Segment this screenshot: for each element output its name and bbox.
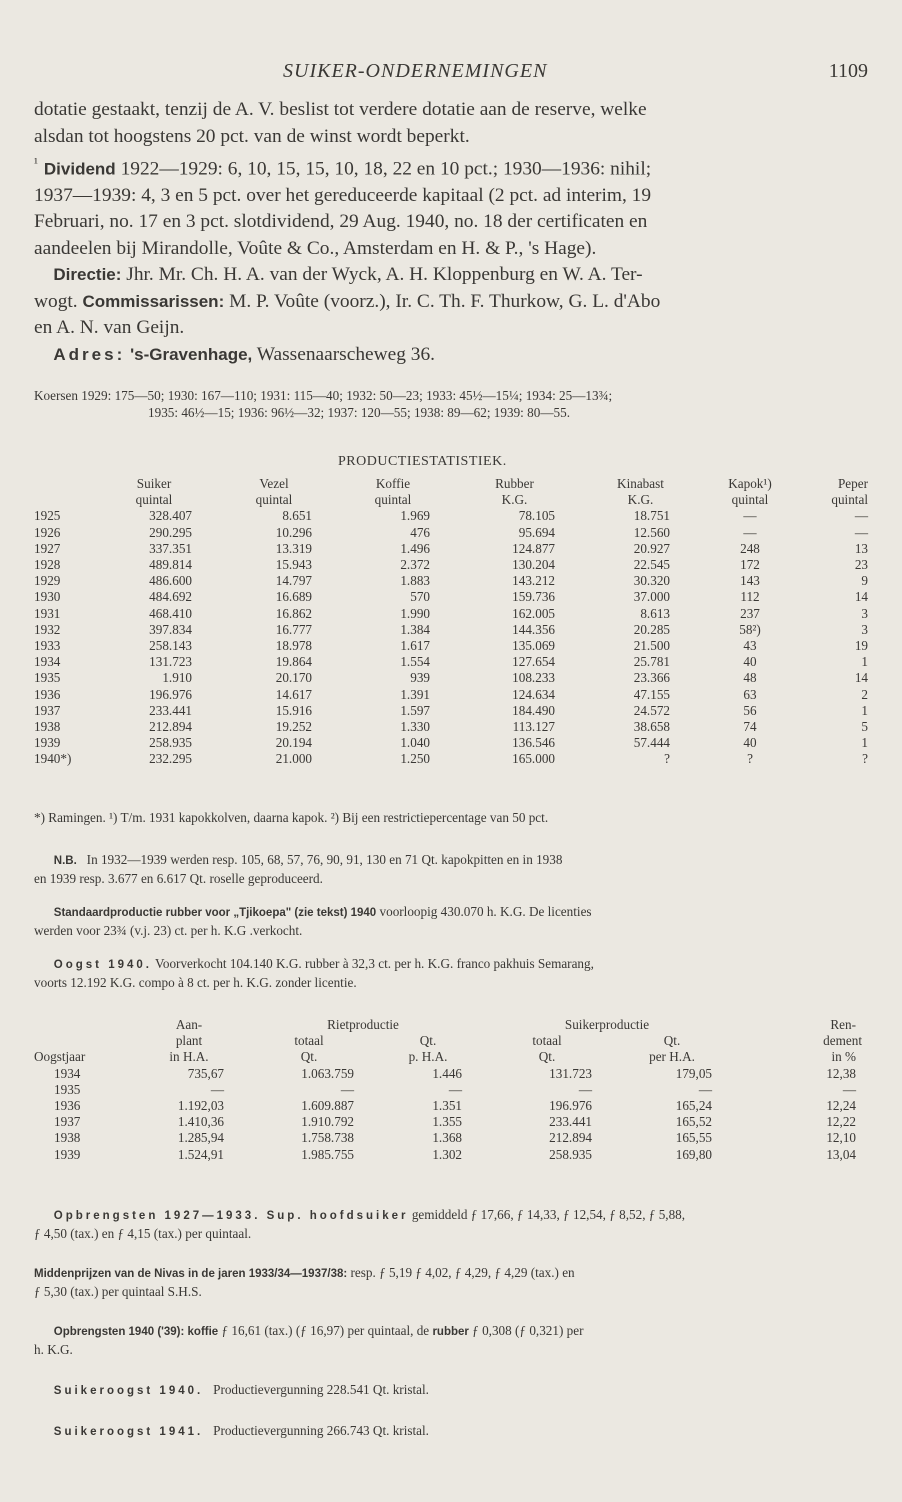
production-year: 1933: [34, 638, 61, 654]
production-cell: 1.330: [400, 719, 430, 735]
harvest-row: [34, 1147, 868, 1163]
production-col-unit: quintal: [255, 492, 293, 508]
production-cell: 21.000: [275, 751, 312, 767]
opbrengsten-1940-note: [34, 1322, 584, 1358]
production-year: 1939: [34, 735, 61, 751]
harvest-year: 1939: [54, 1146, 81, 1162]
harvest-head-totaal-1: totaal: [294, 1033, 324, 1049]
production-cell: 22.545: [633, 557, 670, 573]
harvest-cell: 233.441: [549, 1114, 592, 1130]
production-cell: 248: [740, 540, 760, 556]
production-cell: 1.597: [400, 702, 430, 718]
harvest-cell: 1.063.759: [301, 1065, 354, 1081]
harvest-head-qt-a: Qt.: [300, 1049, 318, 1065]
adres-label: Adres:: [53, 344, 126, 364]
production-row: [34, 670, 868, 686]
production-header-units: [34, 492, 868, 508]
harvest-head-oogstjaar: Oogstjaar: [34, 1049, 86, 1065]
harvest-row: [34, 1114, 868, 1130]
production-row: [34, 751, 868, 767]
production-cell: 233.441: [149, 702, 192, 718]
production-year: 1928: [34, 557, 61, 573]
production-cell: 63: [743, 686, 757, 702]
production-cell: 486.600: [149, 573, 192, 589]
production-row: [34, 622, 868, 638]
production-row: [34, 703, 868, 719]
harvest-cell: 1.302: [432, 1146, 462, 1162]
production-cell: 37.000: [633, 589, 670, 605]
production-year: 1938: [34, 719, 61, 735]
koersen-line-2: 1935: 46½—15; 1936: 96½—32; 1937: 120—55; 1938: 89—62; 1939: 80—55.: [148, 405, 571, 420]
production-col-unit: quintal: [831, 492, 868, 508]
production-cell: 30.320: [633, 573, 670, 589]
commissarissen-names: M. P. Voûte (voorz.), Ir. C. Th. F. Thurkow, G. L. d'Abo: [229, 290, 661, 312]
nb-note: [34, 851, 562, 887]
production-year: 1925: [34, 508, 61, 524]
production-row: [34, 525, 868, 541]
production-cell: 165.000: [512, 751, 555, 767]
production-row: [34, 589, 868, 605]
adres-street: Wassenaarscheweg 36.: [256, 343, 436, 365]
standaard-note: [34, 903, 592, 939]
harvest-head-per-ha: per H.A.: [649, 1049, 695, 1065]
harvest-head-qt-2: Qt.: [663, 1033, 681, 1049]
harvest-year: 1937: [54, 1114, 81, 1130]
production-col-name: Koffie: [375, 476, 411, 491]
harvest-cell: 165,24: [675, 1098, 712, 1114]
production-cell: 12.560: [633, 524, 670, 540]
harvest-head-suikerproductie: Suikerproductie: [564, 1017, 650, 1032]
harvest-cell: 258.935: [549, 1146, 592, 1162]
production-cell: 18.751: [633, 508, 670, 524]
directie-names-cont: wogt.: [34, 290, 78, 312]
harvest-cell: 1.524,91: [177, 1146, 224, 1162]
commissarissen-label: Commissarissen:: [82, 291, 225, 311]
production-year: 1935: [34, 670, 61, 686]
production-cell: 3: [861, 605, 868, 621]
dividend-line-2: 1937—1939: 4, 3 en 5 pct. over het gereduceerde kapitaal (2 pct. ad interim, 19: [34, 184, 652, 206]
harvest-head-in-ha: in H.A.: [169, 1049, 209, 1065]
production-cell: 8.613: [640, 605, 670, 621]
harvest-cell: —: [340, 1081, 354, 1097]
production-cell: 159.736: [512, 589, 555, 605]
production-cell: 14.797: [275, 573, 312, 589]
production-cell: 1.554: [400, 654, 430, 670]
harvest-cell: 1.192,03: [177, 1098, 224, 1114]
production-cell: 74: [743, 719, 757, 735]
harvest-cell: —: [842, 1081, 856, 1097]
suikeroogst-1940-label: Suikeroogst 1940.: [53, 1385, 204, 1397]
harvest-cell: —: [578, 1081, 592, 1097]
production-cell: 24.572: [633, 702, 670, 718]
production-year: 1936: [34, 686, 61, 702]
company-body-text: [34, 97, 868, 368]
harvest-head-totaal-2: totaal: [532, 1033, 562, 1049]
production-cell: 172: [740, 557, 760, 573]
middenprijzen-note: [34, 1264, 575, 1300]
harvest-head-qt-1: Qt.: [419, 1033, 437, 1049]
production-cell: 108.233: [512, 670, 555, 686]
production-cell: 124.634: [512, 686, 555, 702]
harvest-cell: 1.910.792: [301, 1114, 354, 1130]
harvest-cell: 131.723: [549, 1065, 592, 1081]
harvest-head-plant: plant: [175, 1033, 203, 1049]
production-header-names: [34, 476, 868, 492]
harvest-head-in-pct: in %: [831, 1049, 856, 1065]
running-header: [0, 60, 902, 88]
production-cell: 19.864: [275, 654, 312, 670]
production-cell: 112: [740, 589, 760, 605]
production-cell: 1.250: [400, 751, 430, 767]
production-footnote: *) Ramingen. ¹) T/m. 1931 kapokkolven, daarna kapok. ²) Bij een restrictiepercentage van 50 pct.: [34, 810, 549, 825]
harvest-cell: 1.758.738: [301, 1130, 354, 1146]
koersen-block: [34, 387, 612, 421]
production-cell: 14.617: [275, 686, 312, 702]
production-cell: 2: [861, 686, 868, 702]
production-cell: 8.651: [282, 508, 312, 524]
harvest-cell: 12,22: [826, 1114, 856, 1130]
opbrengsten-1940-label: Opbrengsten 1940 ('39): koffie: [53, 1326, 219, 1338]
production-cell: 212.894: [149, 719, 192, 735]
production-cell: 16.777: [275, 621, 312, 637]
harvest-year: 1938: [54, 1130, 81, 1146]
production-cell: 476: [410, 524, 430, 540]
production-year: 1934: [34, 654, 61, 670]
production-cell: 1.617: [400, 638, 430, 654]
harvest-cell: 735,67: [187, 1065, 224, 1081]
harvest-cell: 1.351: [432, 1098, 462, 1114]
harvest-year: 1935: [54, 1081, 81, 1097]
production-cell: 95.694: [518, 524, 555, 540]
production-cell: 23.366: [633, 670, 670, 686]
production-cell: 20.285: [633, 621, 670, 637]
production-cell: 9: [861, 573, 868, 589]
production-col-unit: quintal: [135, 492, 173, 508]
harvest-cell: 12,24: [826, 1098, 856, 1114]
production-cell: 258.143: [149, 638, 192, 654]
production-cell: 1: [861, 654, 868, 670]
production-year: 1927: [34, 540, 61, 556]
harvest-cell: —: [448, 1081, 462, 1097]
production-row: [34, 735, 868, 751]
harvest-head-dement: dement: [823, 1033, 862, 1049]
running-title: SUIKER-ONDERNEMINGEN: [283, 60, 548, 82]
dividend-line-1: 1922—1929: 6, 10, 15, 15, 10, 18, 22 en 10 pct.; 1930—1936: nihil;: [120, 158, 652, 180]
opbrengsten-1940-text: ƒ 16,61 (tax.) (ƒ 16,97) per quintaal, de: [221, 1323, 430, 1338]
production-cell: 232.295: [149, 751, 192, 767]
oogst-line-1: Voorverkocht 104.140 K.G. rubber à 32,3 ct. per h. K.G. franco pakhuis Semarang,: [155, 956, 594, 971]
harvest-table: [34, 1017, 868, 1163]
production-cell: 136.546: [512, 735, 555, 751]
production-row: [34, 654, 868, 670]
harvest-cell: 1.985.755: [301, 1146, 354, 1162]
nb-line-1: In 1932—1939 werden resp. 105, 68, 57, 76, 90, 91, 130 en 71 Qt. kapokpitten en in 1938: [86, 852, 563, 867]
production-cell: 1.391: [400, 686, 430, 702]
directie-names: Jhr. Mr. Ch. H. A. van der Wyck, A. H. Kloppenburg en W. A. Ter-: [126, 264, 643, 286]
harvest-cell: 1.368: [432, 1130, 462, 1146]
standaard-line-2: werden voor 23¾ (v.j. 23) ct. per h. K.G .verkocht.: [34, 923, 303, 938]
production-cell: —: [743, 508, 757, 524]
harvest-cell: —: [210, 1081, 224, 1097]
harvest-cell: 1.285,94: [177, 1130, 224, 1146]
production-cell: 20.170: [275, 670, 312, 686]
production-cell: 468.410: [149, 605, 192, 621]
production-cell: 1.883: [400, 573, 430, 589]
harvest-cell: 12,10: [826, 1130, 856, 1146]
production-cell: —: [854, 524, 868, 540]
oogst-line-2: voorts 12.192 K.G. compo à 8 ct. per h. K.G. zonder licentie.: [34, 975, 357, 990]
production-cell: 13.319: [275, 540, 312, 556]
production-cell: 1.910: [162, 670, 192, 686]
production-cell: 43: [743, 638, 757, 654]
production-cell: 18.978: [275, 638, 312, 654]
production-cell: 47.155: [633, 686, 670, 702]
oogst-label: Oogst 1940.: [53, 959, 152, 971]
production-cell: 10.296: [275, 524, 312, 540]
opbrengsten-note: [34, 1206, 685, 1242]
standaard-line-1: voorloopig 430.070 h. K.G. De licenties: [379, 904, 592, 919]
production-cell: 237: [740, 605, 760, 621]
production-cell: 23: [854, 557, 868, 573]
production-col-unit: quintal: [374, 492, 412, 508]
production-cell: 16.862: [275, 605, 312, 621]
production-cell: ?: [747, 751, 753, 767]
production-year: 1940*): [34, 751, 72, 767]
production-col-unit: K.G.: [501, 492, 528, 508]
production-cell: 489.814: [149, 557, 192, 573]
harvest-year: 1936: [54, 1098, 81, 1114]
production-col-name: Suiker: [136, 476, 172, 491]
production-cell: 14: [854, 670, 868, 686]
production-col-name: Vezel: [259, 476, 289, 491]
harvest-cell: 179,05: [675, 1065, 712, 1081]
middenprijzen-line-2: ƒ 5,30 (tax.) per quintaal S.H.S.: [34, 1284, 202, 1299]
production-cell: 131.723: [149, 654, 192, 670]
production-table-title: PRODUCTIESTATISTIEK.: [338, 454, 507, 469]
production-row: [34, 508, 868, 524]
footnote-marker: ¹: [34, 155, 38, 170]
production-cell: 1.496: [400, 540, 430, 556]
dividend-line-3: Februari, no. 17 en 3 pct. slotdividend, 29 Aug. 1940, no. 18 der certificaten en: [34, 211, 648, 233]
production-cell: 113.127: [512, 719, 555, 735]
harvest-cell: 12,38: [826, 1065, 856, 1081]
production-cell: 20.194: [275, 735, 312, 751]
production-col-name: Kinabast: [617, 476, 664, 491]
harvest-cell: —: [698, 1081, 712, 1097]
opbrengsten-1940-rubber: rubber: [432, 1326, 469, 1338]
production-col-name: Rubber: [495, 476, 534, 491]
harvest-cell: 1.446: [432, 1065, 462, 1081]
opbrengsten-line-2: ƒ 4,50 (tax.) en ƒ 4,15 (tax.) per quintaal.: [34, 1226, 252, 1241]
production-cell: 78.105: [518, 508, 555, 524]
suikeroogst-1941-text: Productievergunning 266.743 Qt. kristal.: [213, 1423, 429, 1438]
harvest-cell: 169,80: [675, 1146, 712, 1162]
harvest-cell: 196.976: [549, 1098, 592, 1114]
production-cell: 5: [861, 719, 868, 735]
production-cell: ?: [664, 751, 670, 767]
production-row: [34, 573, 868, 589]
harvest-row: [34, 1082, 868, 1098]
harvest-year: 1934: [54, 1065, 81, 1081]
production-cell: 14: [854, 589, 868, 605]
production-cell: 40: [743, 654, 757, 670]
production-cell: 290.295: [149, 524, 192, 540]
production-year: 1930: [34, 589, 61, 605]
production-cell: 1.384: [400, 621, 430, 637]
middenprijzen-label: Middenprijzen van de Nivas in de jaren 1933/34—1937/38:: [34, 1268, 348, 1280]
production-cell: 3: [861, 621, 868, 637]
production-cell: 570: [410, 589, 430, 605]
harvest-cell: 165,52: [675, 1114, 712, 1130]
harvest-cell: 1.609.887: [301, 1098, 354, 1114]
oogst-note: [34, 955, 594, 991]
production-col-unit: K.G.: [627, 492, 654, 508]
harvest-row: [34, 1066, 868, 1082]
opbrengsten-line-1: gemiddeld ƒ 17,66, ƒ 14,33, ƒ 12,54, ƒ 8,52, ƒ 5,88,: [411, 1207, 686, 1222]
production-row: [34, 557, 868, 573]
production-cell: 15.943: [275, 557, 312, 573]
production-cell: ?: [862, 751, 868, 767]
production-cell: 25.781: [633, 654, 670, 670]
harvest-cell: 1.410,36: [177, 1114, 224, 1130]
production-cell: 337.351: [149, 540, 192, 556]
production-cell: —: [854, 508, 868, 524]
production-cell: 1: [861, 702, 868, 718]
production-row: [34, 606, 868, 622]
production-cell: 21.500: [633, 638, 670, 654]
harvest-cell: 13,04: [826, 1146, 856, 1162]
opbrengsten-1940-text-2: ƒ 0,308 (ƒ 0,321) per: [472, 1323, 584, 1338]
production-cell: 162.005: [512, 605, 555, 621]
suikeroogst-1941-label: Suikeroogst 1941.: [53, 1426, 204, 1438]
harvest-cell: 1.355: [432, 1114, 462, 1130]
production-cell: 143: [740, 573, 760, 589]
production-cell: 127.654: [512, 654, 555, 670]
production-cell: 2.372: [400, 557, 430, 573]
production-cell: 15.916: [275, 702, 312, 718]
harvest-row: [34, 1130, 868, 1146]
harvest-head-aanplant: Aan-: [175, 1017, 203, 1032]
suikeroogst-1941-note: [34, 1422, 429, 1441]
suikeroogst-1940-note: [34, 1381, 429, 1400]
harvest-head-rendement: Ren-: [830, 1017, 856, 1032]
harvest-cell: 212.894: [549, 1130, 592, 1146]
suikeroogst-1940-text: Productievergunning 228.541 Qt. kristal.: [213, 1382, 429, 1397]
production-row: [34, 687, 868, 703]
production-cell: 484.692: [149, 589, 192, 605]
production-cell: 56: [743, 702, 757, 718]
production-cell: 328.407: [149, 508, 192, 524]
production-row: [34, 541, 868, 557]
dividend-label: Dividend: [43, 159, 116, 179]
production-cell: 124.877: [512, 540, 555, 556]
directie-label: Directie:: [53, 265, 122, 285]
production-cell: 939: [410, 670, 430, 686]
production-cell: 48: [743, 670, 757, 686]
adres-line: [34, 342, 868, 369]
production-year: 1937: [34, 702, 61, 718]
production-cell: 20.927: [633, 540, 670, 556]
production-col-name: Peper: [837, 476, 868, 491]
production-col-unit: quintal: [731, 492, 769, 508]
nb-label: N.B.: [53, 855, 77, 867]
harvest-row: [34, 1098, 868, 1114]
production-cell: 1: [861, 735, 868, 751]
commissarissen-line: [34, 289, 868, 316]
production-cell: —: [743, 524, 757, 540]
production-cell: 144.356: [512, 621, 555, 637]
production-cell: 143.212: [512, 573, 555, 589]
production-year: 1926: [34, 524, 61, 540]
directie-line: [34, 262, 868, 289]
production-cell: 1.990: [400, 605, 430, 621]
commissarissen-line-2: en A. N. van Geijn.: [34, 317, 185, 339]
production-cell: 13: [854, 540, 868, 556]
dividend-paragraph: [34, 150, 868, 183]
production-cell: 1.040: [400, 735, 430, 751]
production-cell: 258.935: [149, 735, 192, 751]
standaard-label: Standaardproductie rubber voor „Tjikoepa" (zie tekst) 1940: [53, 907, 377, 919]
opbrengsten-label: Opbrengsten 1927—1933. Sup. hoofdsuiker: [53, 1210, 409, 1222]
production-cell: 1.969: [400, 508, 430, 524]
harvest-head-qt-b: Qt.: [538, 1049, 556, 1065]
production-year: 1931: [34, 605, 61, 621]
intro-line-1: dotatie gestaakt, tenzij de A. V. beslist tot verdere dotatie aan de reserve, welke: [34, 99, 647, 120]
production-cell: 57.444: [633, 735, 670, 751]
production-row: [34, 638, 868, 654]
harvest-cell: 165,55: [675, 1130, 712, 1146]
adres-city: 's-Gravenhage,: [130, 344, 253, 364]
koersen-line-1: Koersen 1929: 175—50; 1930: 167—110; 1931: 115—40; 1932: 50—23; 1933: 45½—15¼; 1934: 25—13¾;: [34, 388, 613, 403]
production-cell: 130.204: [512, 557, 555, 573]
middenprijzen-line-1: resp. ƒ 5,19 ƒ 4,02, ƒ 4,29, ƒ 4,29 (tax.) en: [350, 1265, 575, 1280]
nb-line-2: en 1939 resp. 3.677 en 6.617 Qt. roselle geproduceerd.: [34, 871, 323, 886]
production-col-name: Kapok¹): [728, 476, 772, 491]
opbrengsten-1940-line-2: h. K.G.: [34, 1342, 73, 1357]
production-cell: 16.689: [275, 589, 312, 605]
production-cell: 19: [854, 638, 868, 654]
production-table: [34, 476, 868, 768]
production-year: 1929: [34, 573, 61, 589]
production-cell: 196.976: [149, 686, 192, 702]
harvest-head-rietproductie: Rietproductie: [327, 1017, 399, 1032]
production-cell: 135.069: [512, 638, 555, 654]
production-cell: 19.252: [275, 719, 312, 735]
production-cell: 397.834: [149, 621, 192, 637]
production-cell: 40: [743, 735, 757, 751]
production-cell: 184.490: [512, 702, 555, 718]
dividend-line-4: aandeelen bij Mirandolle, Voûte & Co., Amsterdam en H. & P., 's Hage).: [34, 237, 597, 259]
production-row: [34, 719, 868, 735]
production-year: 1932: [34, 621, 61, 637]
production-cell: 38.658: [633, 719, 670, 735]
harvest-head-p-ha: p. H.A.: [408, 1049, 448, 1065]
page-number: 1109: [828, 60, 868, 82]
production-cell: 58²): [739, 621, 761, 637]
intro-line-2: alsdan tot hoogstens 20 pct. van de winst wordt beperkt.: [34, 125, 470, 147]
